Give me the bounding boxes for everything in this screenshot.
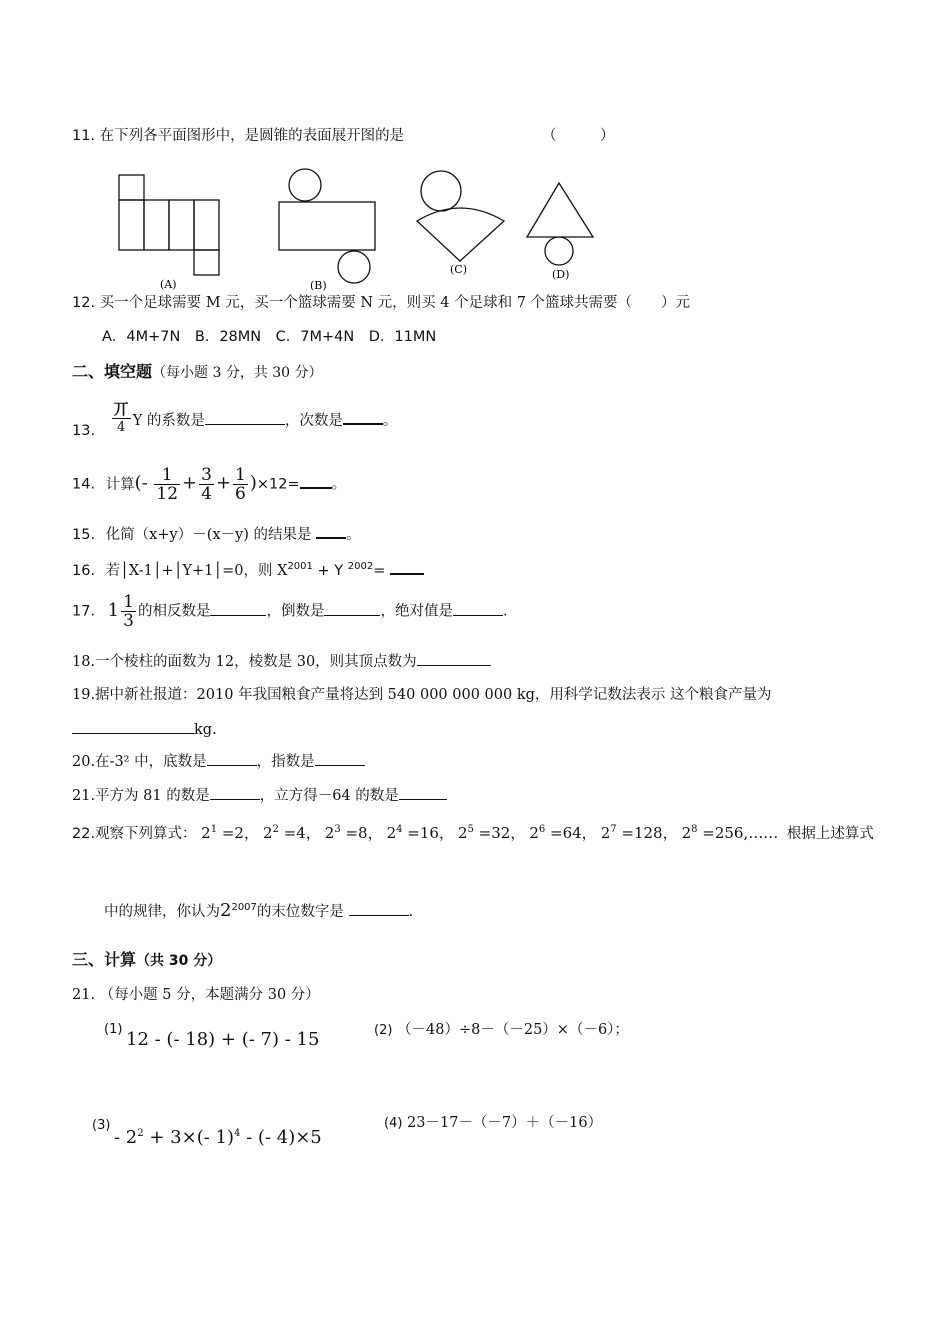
cone-net-options-figure [100,165,620,292]
problem-3-label: (3) [92,1118,111,1133]
option-c-sector [417,208,504,261]
section-2-heading [72,362,323,383]
q14-number: 14. [72,476,96,493]
q17-num: 1 [123,592,134,612]
section-3-note: （共 30 分） [136,953,222,969]
question-16 [72,557,424,581]
q14-close: ) [249,472,257,494]
q17-blank-3[interactable] [453,601,503,616]
problem-3-part-a: - 2 [114,1127,138,1148]
power-base: 2 [600,824,611,842]
q17-t2: ，倒数是 [266,603,325,620]
q17-number: 17. [72,603,96,620]
question-19 [72,685,772,705]
q12-number: 12. [72,295,96,311]
q22-blank[interactable] [349,901,409,916]
question-11 [72,126,615,146]
power-exponent: 3 [334,824,341,835]
problem-1-label: (1) [104,1022,123,1037]
q17-t3: ，绝对值是 [380,603,453,620]
problem-3-exp-b: 4 [234,1128,241,1139]
q17-whole: 1 [107,599,120,621]
power-base: 2 [529,824,539,842]
q14-f3-den: 6 [235,484,246,504]
power-value: =32， [473,824,526,842]
q17-blank-2[interactable] [324,601,380,616]
power-value: =4， [278,824,321,842]
q14-fraction-2 [199,466,214,503]
option-a-square [119,175,144,200]
option-d-circle [545,237,573,265]
power-value: =256,…… [697,824,779,842]
problem-1-expression: 12 - (- 18) + (- 7) - 15 [126,1029,320,1050]
problem-2-label: (2) [374,1023,393,1038]
q14-blank[interactable] [300,473,332,489]
q13-numerator: 丌 [113,400,129,418]
q13-end: 。 [382,412,398,429]
question-14 [72,466,346,510]
q17-fraction [121,593,136,630]
q21a-blank-2[interactable] [399,785,447,800]
power-value: =2， [217,824,259,842]
q16-eq: = [373,562,386,579]
q19-text: 19.据中新社报道：2010 年我国粮食产量将达到 540 000 000 000 kg，用科学记数法表示 这个粮食产量为 [72,687,772,703]
power-exponent: 5 [467,824,474,835]
problem-2 [374,1020,629,1041]
q14-f3-num: 1 [235,465,246,485]
question-17 [72,593,508,637]
power-exponent: 4 [396,824,403,835]
option-c-circle [421,171,461,211]
q16-exp-1: 2001 [287,561,313,572]
section-2-title: 二、填空题 [72,362,153,381]
option-c-label: (C) [450,263,467,276]
section-2-note: （每小题 3 分，共 30 分） [152,365,323,381]
power-exponent: 6 [538,824,546,835]
q17-blank-1[interactable] [210,601,266,616]
q14-f2-den: 4 [201,484,212,504]
power-value: =16， [402,824,454,842]
option-b-bottom-circle [338,251,370,283]
q14-open: (- [134,472,148,494]
power-base: 2 [324,824,335,842]
q13-blank-1[interactable] [205,410,285,425]
q22-end: . [408,903,414,920]
q16-blank[interactable] [390,559,424,575]
q20-t2: ，指数是 [256,754,315,770]
section-3-heading [72,950,221,971]
power-exponent: 8 [691,824,698,835]
question-15 [72,523,361,545]
q21a-t2: ，立方得－64 的数是 [259,788,399,804]
power-of-two-5 [458,824,525,842]
question-21-calc: 21. （每小题 5 分，本题满分 30 分） [72,987,320,1003]
q21a-text: 21.平方为 81 的数是 [72,788,210,804]
problem-3-expression [114,1124,322,1148]
q19-unit: kg. [194,722,217,738]
problem-4 [384,1113,602,1134]
q11-answer-paren: （ ） [542,128,615,144]
q14-f1-num: 1 [154,466,180,485]
question-20 [72,751,365,772]
q13-text1: Y 的系数是 [132,412,205,429]
q11-number: 11. [72,128,96,144]
q18-text: 18.一个棱柱的面数为 12，棱数是 30，则其顶点数为 [72,654,417,670]
power-of-two-7 [601,824,678,842]
option-d-triangle [527,183,593,237]
power-exponent: 1 [210,824,218,835]
q11-text: 在下列各平面图形中，是圆锥的表面展开图的是 [99,128,405,144]
q17-text: 的相反数是 [137,603,211,620]
q13-blank-2[interactable] [343,409,383,425]
q22-line2a: 中的规律，你认为 [104,903,220,920]
q14-times: ×12= [256,476,300,493]
q15-blank[interactable] [316,523,346,539]
q14-fraction-1 [154,466,180,503]
power-value: =64， [545,824,597,842]
problem-3-exp-a: 2 [137,1128,144,1139]
power-value: =128， [616,824,678,842]
q18-blank[interactable] [417,651,491,666]
q20-text: 20.在-3² 中，底数是 [72,754,207,770]
power-of-two-8 [682,824,779,842]
question-13 [72,400,397,444]
power-base: 2 [457,824,468,842]
option-a-label: (A) [160,278,177,291]
problem-3-part-c: - (- 4)×5 [240,1127,322,1148]
q17-end: . [502,603,508,620]
problem-2-expression: （－48）÷8－（－25）×（－6）； [397,1022,629,1038]
q21a-blank-1[interactable] [210,785,260,800]
question-22 [72,820,874,844]
question-21-fill [72,785,447,806]
option-b-rectangle [279,202,375,250]
problem-3-part-b: + 3×(- 1) [143,1127,235,1148]
power-exponent: 7 [610,824,617,835]
q13-number: 13. [72,422,96,439]
problem-4-expression: 23－17－（－7）＋（－16） [407,1115,603,1131]
q19-blank[interactable] [72,719,194,734]
power-base: 2 [201,824,211,842]
q13-fraction [112,400,131,437]
option-b-label: (B) [310,279,327,292]
q22-line2b: 的末位数字是 [256,903,344,920]
q16-exp-2: 2002 [347,561,374,572]
q13-denominator: 4 [117,420,126,435]
q20-blank-2[interactable] [315,751,365,766]
power-of-two-1 [201,824,259,842]
q22-label: 观察下列算式： [95,826,197,842]
power-of-two-6 [529,824,596,842]
q12-text: 买一个足球需要 M 元，买一个篮球需要 N 元，则买 4 个足球和 7 个篮球共需要（ ）元 [99,295,691,311]
option-b-top-circle [289,169,321,201]
q16-text: 若│X-1│+│Y+1│=0，则 X [105,562,288,579]
question-12 [72,293,690,313]
power-value: =8， [340,824,383,842]
power-exponent: 2 [272,824,279,835]
q14-f2-num: 3 [201,465,212,485]
q20-blank-1[interactable] [207,751,257,766]
power-of-two-4 [387,824,454,842]
problem-4-label: (4) [384,1116,403,1131]
q16-mid: + Y [312,562,348,579]
power-base: 2 [681,824,692,842]
section-3-title: 三、计算 [72,950,137,969]
q12-options: A．4M+7N B．28MN C．7M+4N D．11MN [102,329,437,345]
q14-label: 计算 [105,476,135,493]
q22-tail: 根据上述算式 [786,826,874,842]
q13-text2: ，次数是 [284,412,343,429]
question-22-line-2 [104,898,413,922]
power-of-two-2 [263,824,321,842]
q15-number: 15. [72,527,96,543]
q14-f1-den: 12 [156,484,179,504]
q15-text: 化简（x+y）－(x－y) 的结果是 [105,527,312,543]
q14-end: 。 [331,476,347,493]
option-d-label: (D) [552,268,570,281]
q22-exp: 2007 [231,902,257,913]
q22-base: 2 [220,899,232,921]
q17-den: 3 [123,611,134,631]
q14-plus-2: + [215,472,232,494]
q22-powers [201,824,782,842]
q16-number: 16. [72,562,96,579]
power-base: 2 [386,824,397,842]
power-of-two-3 [325,824,383,842]
question-18 [72,651,491,672]
q22-number: 22. [72,826,96,842]
q15-end: 。 [346,527,361,543]
q14-plus-1: + [182,472,198,494]
question-19-line-2 [72,719,217,740]
q14-fraction-3 [233,466,248,503]
power-base: 2 [262,824,273,842]
